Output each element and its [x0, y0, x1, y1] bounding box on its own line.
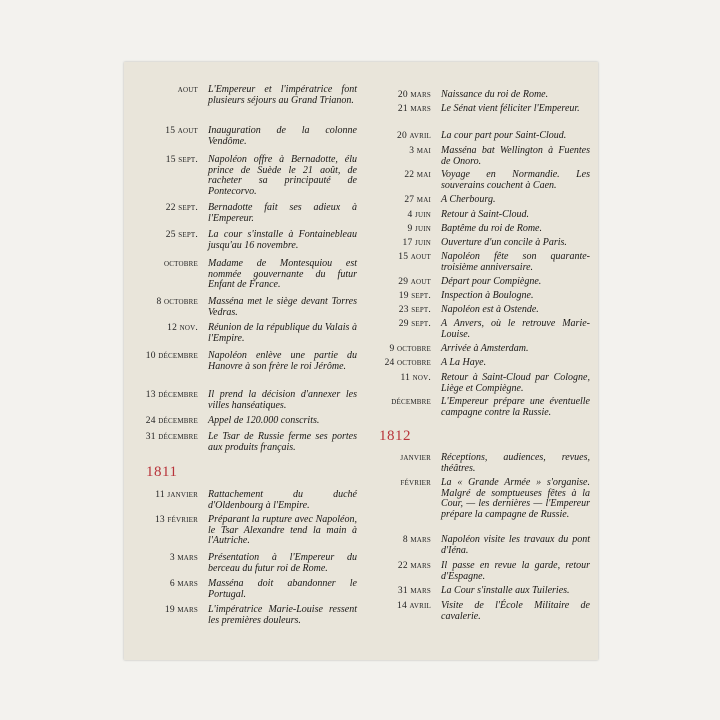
timeline-entry [124, 155, 361, 197]
timeline-entry [124, 416, 361, 427]
timeline-entry [361, 561, 594, 582]
timeline-entry [124, 515, 361, 547]
timeline-entry [361, 478, 594, 520]
entry-date: 13 décembre [145, 390, 198, 400]
timeline-entry [361, 586, 594, 597]
year-heading: 1812 [379, 428, 411, 444]
timeline-entry [124, 126, 361, 147]
timeline-entry [361, 305, 594, 316]
entry-text: Inspection à Boulogne. [441, 290, 534, 301]
entry-text: Ouverture d'un concile à Paris. [441, 237, 567, 248]
entry-date: 24 décembre [145, 416, 198, 426]
timeline-entry [361, 453, 594, 474]
entry-date: 10 décembre [145, 351, 198, 361]
entry-date: 27 mai [404, 195, 431, 205]
timeline-entry [124, 390, 361, 411]
timeline-entry [124, 230, 361, 251]
entry-text: Napoléon enlève une partie du Hanovre à son frère le roi Jérôme. [208, 350, 357, 372]
entry-text: Napoléon visite les travaux du pont d'Iéna. [441, 534, 590, 556]
book-page [124, 62, 598, 660]
entry-date: 11 nov. [400, 373, 431, 383]
entry-date: 14 avril [397, 601, 431, 611]
entry-text: A Cherbourg. [441, 194, 496, 205]
entry-text: Rattachement du duché d'Oldenbourg à l'Empire. [208, 489, 357, 511]
entry-text: A Anvers, où le retrouve Marie-Louise. [441, 318, 590, 340]
entry-date: 12 nov. [167, 323, 198, 333]
entry-text: Napoléon offre à Bernadotte, élu prince de Suède le 21 août, de racheter sa principauté de Pontecorvo. [208, 154, 357, 197]
entry-text: Baptême du roi de Rome. [441, 223, 542, 234]
timeline-entry [361, 358, 594, 369]
timeline-entry [361, 210, 594, 221]
entry-text: Il prend la décision d'annexer les villes hanséatiques. [208, 389, 357, 411]
timeline-entry [124, 579, 361, 600]
timeline-entry [361, 104, 594, 115]
entry-date: 22 mars [397, 561, 431, 571]
entry-date: aout [177, 85, 198, 95]
timeline-entry [361, 277, 594, 288]
entry-text: Le Tsar de Russie ferme ses portes aux produits français. [208, 431, 357, 453]
timeline-entry [361, 373, 594, 394]
entry-date: 15 aout [165, 126, 198, 136]
entry-text: Madame de Montesquiou est nommée gouvernante du futur Enfant de France. [208, 258, 357, 291]
entry-date: 13 février [154, 515, 198, 525]
entry-date: 19 sept. [398, 291, 431, 301]
entry-date: 9 juin [407, 224, 431, 234]
entry-text: Inauguration de la colonne Vendôme. [208, 125, 357, 147]
timeline-entry [361, 146, 594, 167]
entry-text: Masséna met le siège devant Torres Vedras. [208, 296, 357, 318]
entry-date: 25 sept. [165, 230, 198, 240]
entry-date: 15 aout [398, 252, 431, 262]
entry-date: 23 sept. [398, 305, 431, 315]
entry-date: 6 mars [169, 579, 198, 589]
entry-text: Napoléon est à Ostende. [441, 304, 539, 315]
year-row [124, 464, 177, 481]
timeline-entry [361, 90, 594, 101]
entry-text: L'Empereur et l'impératrice font plusieurs séjours au Grand Trianon. [208, 84, 357, 106]
entry-date: décembre [391, 397, 431, 407]
entry-date: 22 mai [404, 170, 431, 180]
entry-text: Bernadotte fait ses adieux à l'Empereur. [208, 202, 357, 224]
entry-date: 29 aout [398, 277, 431, 287]
timeline-entry [361, 344, 594, 355]
entry-date: 29 sept. [398, 319, 431, 329]
entry-date: octobre [164, 259, 198, 269]
timeline-entry [361, 291, 594, 302]
entry-text: Retour à Saint-Cloud par Cologne, Liège et Compiègne. [441, 372, 590, 394]
timeline-entry [124, 297, 361, 318]
entry-text: Masséna bat Wellington à Fuentes de Onoro. [441, 145, 590, 167]
entry-date: janvier [400, 453, 431, 463]
entry-text: Visite de l'École Militaire de cavalerie. [441, 600, 590, 622]
entry-date: 8 octobre [156, 297, 198, 307]
year-row [361, 428, 411, 445]
timeline-entry [124, 605, 361, 626]
entry-text: L'impératrice Marie-Louise ressent les premières douleurs. [208, 604, 357, 626]
year-heading: 1811 [146, 464, 178, 480]
entry-date: 20 avril [397, 131, 431, 141]
timeline-entry [124, 259, 361, 291]
entry-date: 19 mars [164, 605, 198, 615]
timeline-entry [124, 323, 361, 344]
timeline-entry [124, 351, 361, 372]
entry-date: 9 octobre [389, 344, 431, 354]
entry-date: 3 mai [409, 146, 431, 156]
entry-date: février [400, 478, 431, 488]
entry-date: 22 sept. [165, 203, 198, 213]
timeline-entry [124, 432, 361, 453]
entry-text: Départ pour Compiègne. [441, 276, 542, 287]
timeline-entry [361, 195, 594, 206]
entry-text: Réunion de la république du Valais à l'Empire. [208, 322, 357, 344]
entry-date: 24 octobre [384, 358, 431, 368]
entry-text: Réceptions, audiences, revues, théâtres. [441, 452, 590, 474]
entry-text: Masséna doit abandonner le Portugal. [208, 578, 357, 600]
entry-text: A La Haye. [441, 357, 487, 368]
timeline-entry [361, 170, 594, 191]
entry-text: Naissance du roi de Rome. [441, 89, 549, 100]
timeline-entry [361, 319, 594, 340]
timeline-entry [361, 131, 594, 142]
timeline-entry [361, 252, 594, 273]
entry-date: 20 mars [397, 90, 431, 100]
entry-text: Il passe en revue la garde, retour d'Espagne. [441, 560, 590, 582]
entry-text: Le Sénat vient féliciter l'Empereur. [441, 103, 580, 114]
entry-date: 4 juin [407, 210, 431, 220]
entry-date: 8 mars [402, 535, 431, 545]
entry-date: 11 janvier [155, 490, 198, 500]
timeline-entry [361, 224, 594, 235]
entry-text: La « Grande Armée » s'organise. Malgré de somptueuses fêtes à la Cour, — les dernières — l'Empereur prépare la campagne de Russie. [441, 477, 590, 520]
entry-text: L'Empereur prépare une éventuelle campagne contre la Russie. [441, 396, 590, 418]
entry-text: Présentation à l'Empereur du berceau du futur roi de Rome. [208, 552, 357, 574]
timeline-entry [361, 238, 594, 249]
entry-date: 15 sept. [165, 155, 198, 165]
entry-text: La Cour s'installe aux Tuileries. [441, 585, 570, 596]
entry-text: La cour part pour Saint-Cloud. [441, 130, 567, 141]
timeline-entry [361, 535, 594, 556]
entry-text: Voyage en Normandie. Les souverains couchent à Caen. [441, 169, 590, 191]
entry-date: 31 décembre [145, 432, 198, 442]
entry-text: Appel de 120.000 conscrits. [208, 415, 320, 426]
entry-text: Arrivée à Amsterdam. [441, 343, 529, 354]
entry-text: Napoléon fête son quarante-troisième anniversaire. [441, 251, 590, 273]
entry-date: 3 mars [169, 553, 198, 563]
entry-date: 17 juin [402, 238, 431, 248]
timeline-entry [124, 553, 361, 574]
entry-text: Retour à Saint-Cloud. [441, 209, 530, 220]
entry-date: 21 mars [397, 104, 431, 114]
entry-date: 31 mars [397, 586, 431, 596]
entry-text: Préparant la rupture avec Napoléon, le Tsar Alexandre tend la main à l'Autriche. [208, 514, 357, 547]
timeline-entry [124, 203, 361, 224]
timeline-entry [124, 85, 361, 106]
timeline-entry [361, 397, 594, 418]
timeline-entry [124, 490, 361, 511]
timeline-entry [361, 601, 594, 622]
entry-text: La cour s'installe à Fontainebleau jusqu'au 16 novembre. [208, 229, 357, 251]
